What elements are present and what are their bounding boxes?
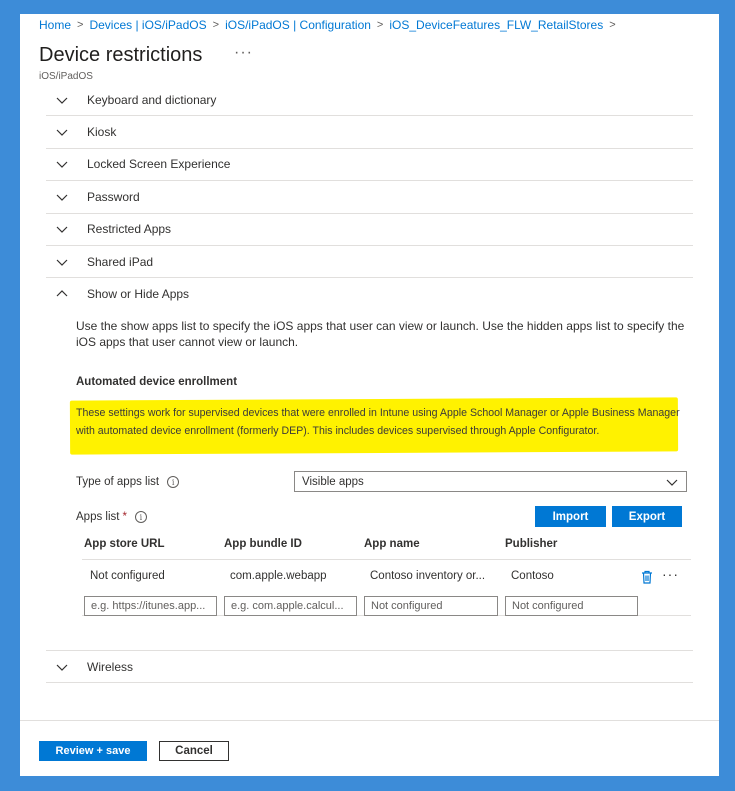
apps-table	[82, 528, 691, 612]
section-wireless[interactable]	[46, 651, 693, 683]
breadcrumb-configuration[interactable]: iOS/iPadOS | Configuration	[225, 18, 371, 32]
chevron-down-icon	[56, 661, 68, 673]
type-label-text: Type of apps list	[76, 476, 160, 488]
chevron-right-icon: >	[609, 19, 616, 31]
main-panel	[20, 14, 719, 776]
cell-bundle: com.apple.webapp	[230, 570, 327, 582]
app-name-input[interactable]: Not configured	[364, 596, 498, 616]
section-show-hide-apps	[46, 278, 693, 651]
export-button[interactable]: Export	[612, 506, 682, 527]
section-label: Locked Screen Experience	[87, 157, 231, 172]
import-button[interactable]: Import	[535, 506, 606, 527]
cancel-button[interactable]: Cancel	[159, 741, 229, 761]
breadcrumb-devices[interactable]: Devices | iOS/iPadOS	[89, 18, 207, 32]
more-options-button[interactable]: ···	[234, 44, 253, 61]
row-more-button[interactable]: ···	[662, 566, 679, 582]
apps-list-label	[76, 511, 147, 523]
info-icon[interactable]: i	[167, 476, 179, 488]
breadcrumb	[39, 18, 622, 32]
cell-publisher: Contoso	[511, 570, 554, 582]
section-label: Restricted Apps	[87, 222, 172, 237]
section-password[interactable]	[46, 181, 693, 213]
chevron-right-icon: >	[77, 19, 84, 31]
footer-divider	[20, 720, 719, 721]
select-value: Visible apps	[302, 475, 364, 488]
section-label: Password	[87, 189, 140, 204]
type-of-apps-select[interactable]	[294, 471, 687, 492]
enrollment-note: These settings work for supervised devices that were enrolled in Intune using Apple School Manager or Apple Business Manager with automated device enrollment (formerly DEP). This includes devices supervised through Apple Configurator.	[76, 407, 680, 437]
new-row-inputs	[82, 592, 691, 616]
chevron-right-icon: >	[376, 19, 384, 31]
chevron-down-icon	[56, 223, 68, 235]
settings-sections	[46, 84, 693, 278]
apps-list-text: Apps list	[76, 511, 120, 523]
section-restricted-apps[interactable]	[46, 214, 693, 246]
section-label: Wireless	[87, 659, 134, 674]
enrollment-heading: Automated device enrollment	[76, 376, 238, 388]
section-kiosk[interactable]	[46, 116, 693, 148]
section-keyboard[interactable]	[46, 84, 693, 116]
chevron-up-icon	[56, 288, 68, 300]
section-label: Kiosk	[87, 125, 117, 140]
table-row	[82, 566, 691, 590]
type-of-apps-label	[76, 476, 179, 488]
required-marker: *	[122, 511, 127, 523]
chevron-down-icon	[56, 256, 68, 268]
cell-url: Not configured	[90, 570, 165, 582]
page-title: Device restrictions	[39, 44, 203, 66]
delete-icon[interactable]	[641, 570, 653, 584]
section-label: Show or Hide Apps	[87, 287, 190, 301]
chevron-down-icon	[56, 94, 68, 106]
breadcrumb-profile[interactable]: iOS_DeviceFeatures_FLW_RetailStores	[389, 18, 604, 32]
column-publisher: Publisher	[505, 537, 558, 550]
bundle-id-input[interactable]: e.g. com.apple.calcul...	[224, 596, 357, 616]
section-label: Shared iPad	[87, 254, 154, 269]
section-description: Use the show apps list to specify the iOS apps that user can view or launch. Use the hidden apps list to specify the iOS apps that user cannot view or launch.	[76, 319, 685, 349]
table-header	[82, 528, 691, 560]
chevron-down-icon	[56, 158, 68, 170]
app-store-url-input[interactable]: e.g. https://itunes.app...	[84, 596, 217, 616]
chevron-down-icon	[56, 126, 68, 138]
chevron-right-icon: >	[212, 19, 220, 31]
info-icon[interactable]: i	[135, 511, 147, 523]
breadcrumb-home[interactable]: Home	[39, 18, 72, 32]
publisher-input[interactable]: Not configured	[505, 596, 638, 616]
section-shared-ipad[interactable]	[46, 246, 693, 278]
chevron-down-icon	[666, 476, 678, 488]
column-bundle-id: App bundle ID	[224, 537, 302, 550]
section-label: Keyboard and dictionary	[87, 92, 217, 107]
review-save-button[interactable]: Review + save	[39, 741, 147, 761]
chevron-down-icon	[56, 191, 68, 203]
section-header[interactable]	[46, 278, 693, 310]
column-app-name: App name	[364, 537, 420, 550]
cell-name: Contoso inventory or...	[370, 570, 486, 582]
column-app-store-url: App store URL	[84, 537, 165, 550]
section-locked-screen[interactable]	[46, 149, 693, 181]
page-subtitle: iOS/iPadOS	[39, 71, 93, 82]
